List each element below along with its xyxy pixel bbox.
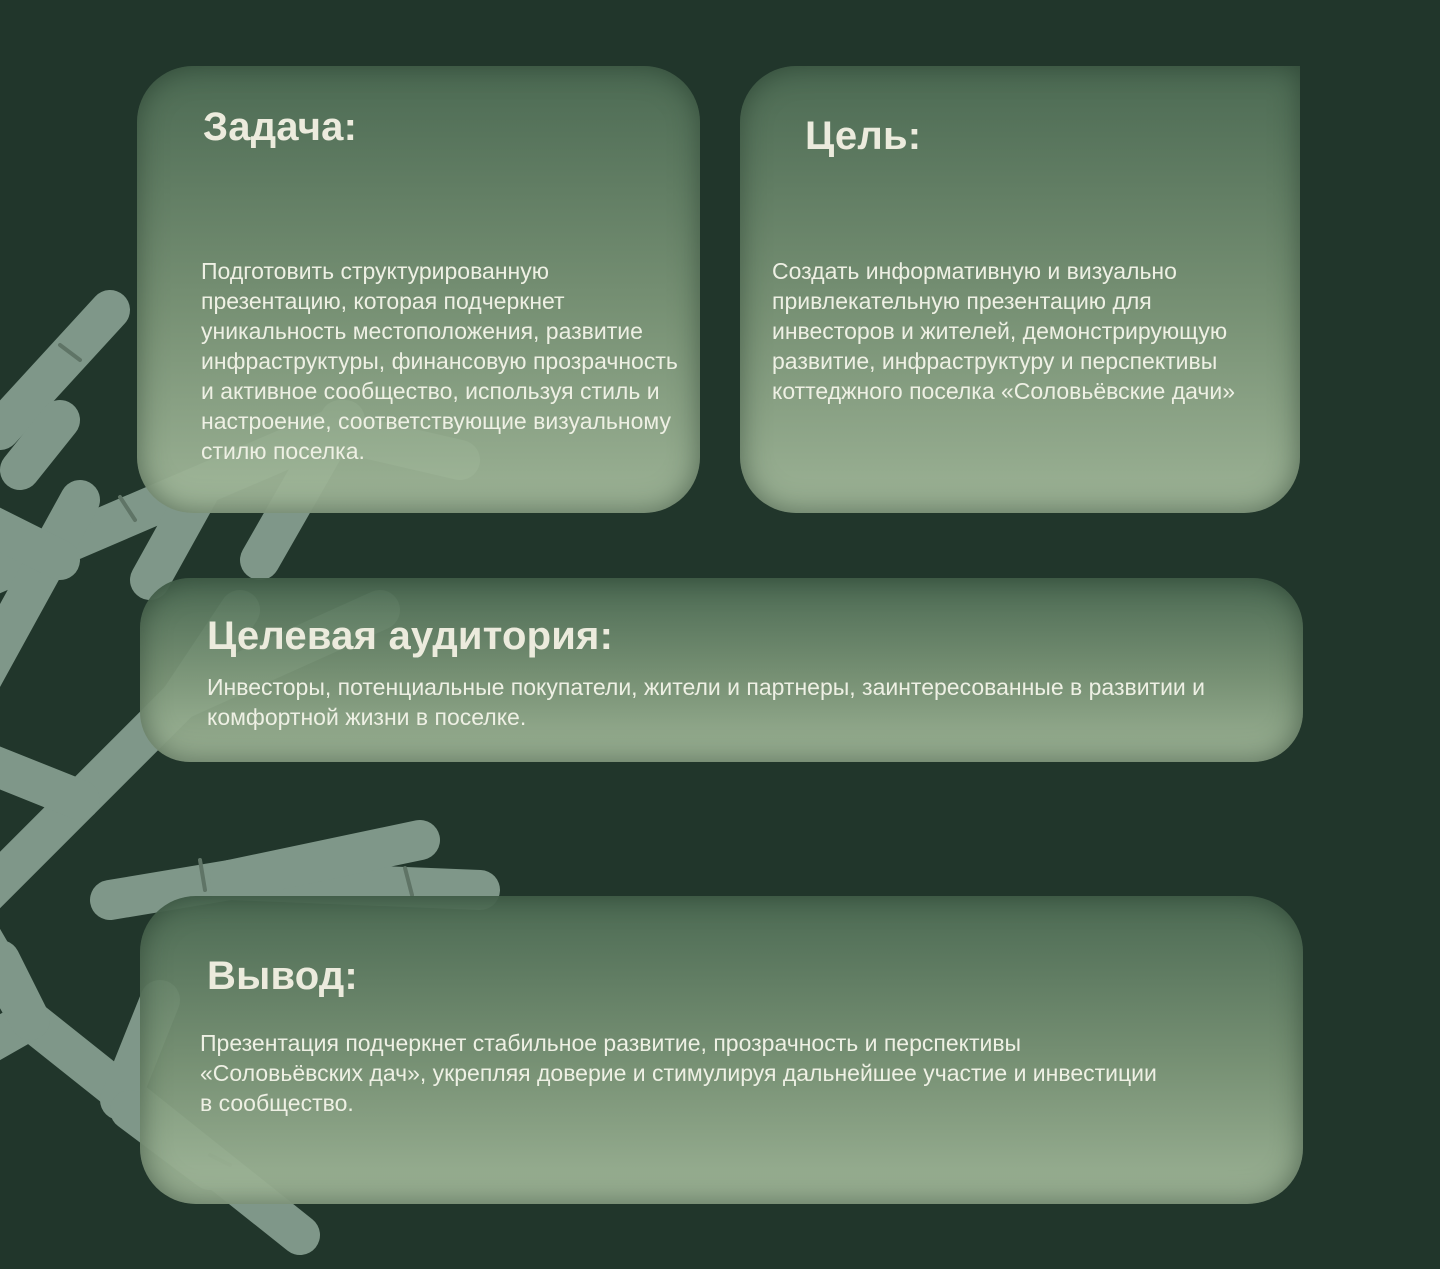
task-text: Подготовить структурированную презентацию, которая подчеркнет уникальность местоположения, развитие инфраструктуры, финансовую прозрачность и активное сообщество, используя стиль и настроение, соответствующие визуальному стилю поселка. xyxy=(201,258,678,464)
goal-card xyxy=(740,66,1300,513)
conclusion-title: Вывод: xyxy=(207,954,358,998)
goal-title: Цель: xyxy=(805,114,922,158)
audience-text: Инвесторы, потенциальные покупатели, жители и партнеры, заинтересованные в развитии и комфортной жизни в поселке. xyxy=(207,674,1206,730)
goal-text: Создать информативную и визуально привлекательную презентацию для инвесторов и жителей, демонстрирующую развитие, инфраструктуру и перспективы коттеджного поселка «Соловьёвские дачи» xyxy=(772,258,1236,404)
conclusion-card xyxy=(140,896,1303,1204)
audience-title: Целевая аудитория: xyxy=(207,614,614,658)
task-title: Задача: xyxy=(203,105,358,149)
audience-card xyxy=(140,578,1303,762)
task-card xyxy=(137,66,700,513)
conclusion-text: Презентация подчеркнет стабильное развитие, прозрачность и перспективы «Соловьёвских дач», укрепляя доверие и стимулируя дальнейшее участие и инвестиции в сообщество. xyxy=(200,1030,1157,1116)
